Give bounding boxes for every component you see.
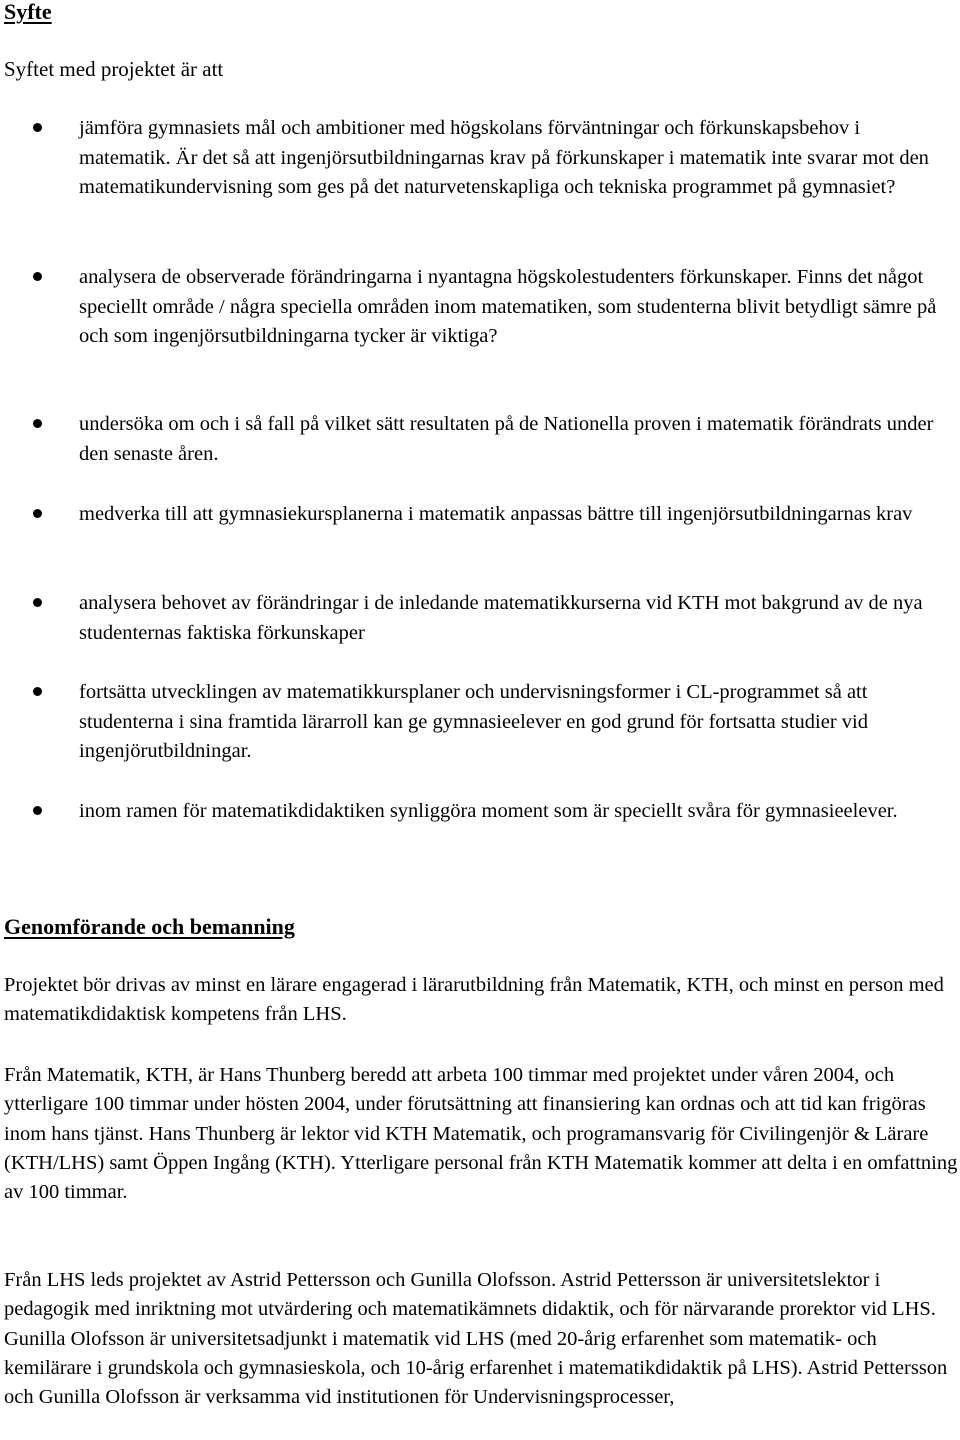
- section-heading-genomforande: Genomförande och bemanning: [4, 914, 295, 939]
- bullet-icon: [33, 598, 42, 607]
- bullet-icon: [33, 806, 42, 815]
- bullet-text: medverka till att gymnasiekursplanerna i matematik anpassas bättre till ingenjörsutbildningarnas krav: [79, 503, 913, 525]
- section-heading-syfte: Syfte: [4, 0, 52, 24]
- bullet-text: fortsätta utvecklingen av matematikkursplaner och undervisningsformer i CL-programmet så att studenterna i sina framtida lärarroll kan ge gymnasieelever en god grund för fortsatta studier vid ingenjörutbildningar.: [79, 681, 868, 762]
- bullet-text: analysera de observerade förändringarna i nyantagna högskolestudenters förkunskaper. Finns det något speciellt område / några speciella områden inom matematiken, som studenterna blivit betydligt sämre på och som ingenjörsutbildningarna tycker är viktiga?: [79, 266, 937, 347]
- bullet-icon: [33, 272, 42, 281]
- paragraph: Från Matematik, KTH, är Hans Thunberg beredd att arbeta 100 timmar med projektet under våren 2004, och ytterligare 100 timmar under hösten 2004, under förutsättning att finansiering kan ordnas och att tid kan frigöras inom hans tjänst. Hans Thunberg är lektor vid KTH Matematik, och programansvarig för Civilingenjör & Lärare (KTH/LHS) samt Öppen Ingång (KTH). Ytterligare personal från KTH Matematik kommer att delta i en omfattning av 100 timmar.: [4, 1064, 958, 1204]
- bullet-icon: [33, 687, 42, 696]
- paragraph: Projektet bör drivas av minst en lärare engagerad i lärarutbildning från Matematik, KTH, och minst en person med matematikdidaktisk kompetens från LHS.: [4, 974, 944, 1026]
- bullet-icon: [33, 509, 42, 518]
- intro-text: Syftet med projektet är att: [4, 57, 224, 81]
- paragraph: Från LHS leds projektet av Astrid Pettersson och Gunilla Olofsson. Astrid Pettersson är universitetslektor i pedagogik med inriktning mot utvärdering och matematikämnets didaktik, och för närvarande prorektor vid LHS. Gunilla Olofsson är universitetsadjunkt i matematik vid LHS (med 20-årig erfarenhet som matematik- och kemilärare i grundskola och gymnasieskola, och 10-årig erfarenhet i matematikdidaktik på LHS). Astrid Pettersson och Gunilla Olofsson är verksamma vid institutionen för Undervisningsprocesser,: [4, 1269, 948, 1409]
- bullet-icon: [33, 123, 42, 132]
- bullet-text: undersöka om och i så fall på vilket sätt resultaten på de Nationella proven i matematik förändrats under den senaste åren.: [79, 413, 934, 465]
- bullet-text: jämföra gymnasiets mål och ambitioner med högskolans förväntningar och förkunskapsbehov i matematik. Är det så att ingenjörsutbildningarnas krav på förkunskaper i matematik inte svarar mot den matematikundervisning som ges på det naturvetenskapliga och tekniska programmet på gymnasiet?: [79, 117, 929, 198]
- bullet-icon: [33, 419, 42, 428]
- bullet-text: analysera behovet av förändringar i de inledande matematikkurserna vid KTH mot bakgrund av de nya studenternas faktiska förkunskaper: [79, 592, 923, 644]
- bullet-text: inom ramen för matematikdidaktiken synliggöra moment som är speciellt svåra för gymnasieelever.: [79, 800, 898, 822]
